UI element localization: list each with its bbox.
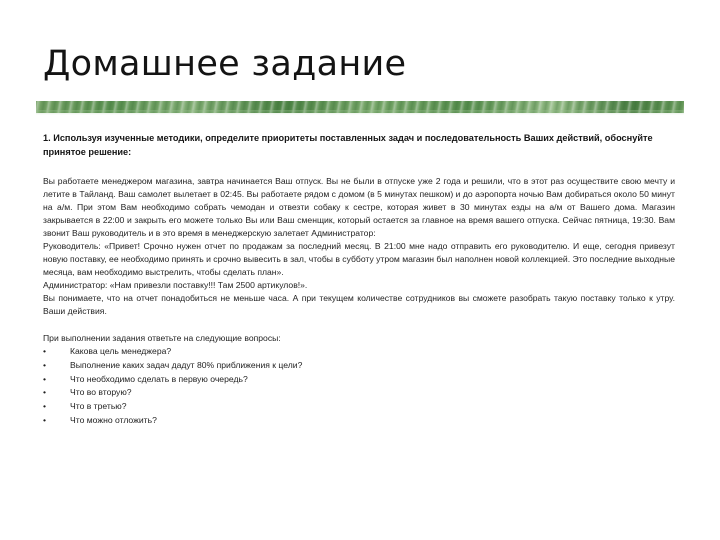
questions-list (43, 345, 675, 428)
bullet-icon: • (43, 387, 47, 398)
question-text: Что во вторую? (70, 387, 132, 398)
question-text: Что в третью? (70, 401, 127, 412)
slide-title: Домашнее задание (43, 44, 407, 84)
slide-body (43, 131, 675, 428)
questions-intro: При выполнении задания ответьте на следующие вопросы: (43, 333, 281, 343)
list-item (43, 345, 675, 359)
decorative-green-band-shadow (36, 110, 684, 115)
question-text: Что необходимо сделать в первую очередь? (70, 373, 248, 384)
manager-quote-paragraph: Руководитель: «Привет! Срочно нужен отчет по продажам за последний месяц. В 21:00 мне надо отправить его руководителю. И еще, сегодня привезут новую поставку, ее необходимо принять и срочно вывесить в зал, чтобы в субботу утром магазин был наполнен новой коллекцией. Это последние выходные месяца, вам необходимо выстрелить, чтобы сделать план». (43, 241, 675, 277)
conclusion-paragraph: Вы понимаете, что на отчет понадобиться не меньше часа. А при текущем количестве сотрудников вы сможете разобрать такую поставку только к утру. Ваши действия. (43, 293, 675, 316)
scenario-paragraph: Вы работаете менеджером магазина, завтра начинается Ваш отпуск. Вы не были в отпуске уже 2 года и решили, что в этот раз осуществите свою мечту и летите в Тайланд. Ваш самолет вылетает в 02:45. Вы работаете рядом с домом (в 5 минутах пешком) и до аэропорта ночью Вам добираться около 50 минут на а/м. При этом Вам необходимо собрать чемодан и отвезти собаку к сестре, которая живет в 30 минутах езды на а/м от Вашего дома. Магазин закрывается в 22:00 и закрыть его можете только Вы или Ваш сменщик, который остается за главное на время вашего отпуска. Сейчас пятница, 19:30. Вам звонит Ваш руководитель и в это время в менеджерскую залетает Администратор: (43, 176, 675, 238)
bullet-icon: • (43, 373, 47, 384)
administrator-quote-paragraph: Администратор: «Нам привезли поставку!!! Там 2500 артикулов!». (43, 280, 308, 290)
list-item (43, 414, 675, 428)
bullet-icon: • (43, 346, 47, 356)
question-text: Что можно отложить? (70, 414, 157, 425)
bullet-icon: • (43, 401, 47, 412)
spacer (43, 318, 675, 332)
question-text: Выполнение каких задач дадут 80% приближения к цели? (70, 359, 303, 370)
list-item (43, 359, 675, 373)
bullet-icon: • (43, 359, 47, 370)
bullet-icon: • (43, 414, 47, 425)
list-item (43, 373, 675, 387)
list-item (43, 386, 675, 400)
question-text: Какова цель менеджера? (70, 346, 172, 356)
list-item (43, 400, 675, 414)
task-heading: 1. Используя изученные методики, определите приоритеты поставленных задач и последовательность Ваших действий, обоснуйте принятое решение: (43, 133, 653, 157)
